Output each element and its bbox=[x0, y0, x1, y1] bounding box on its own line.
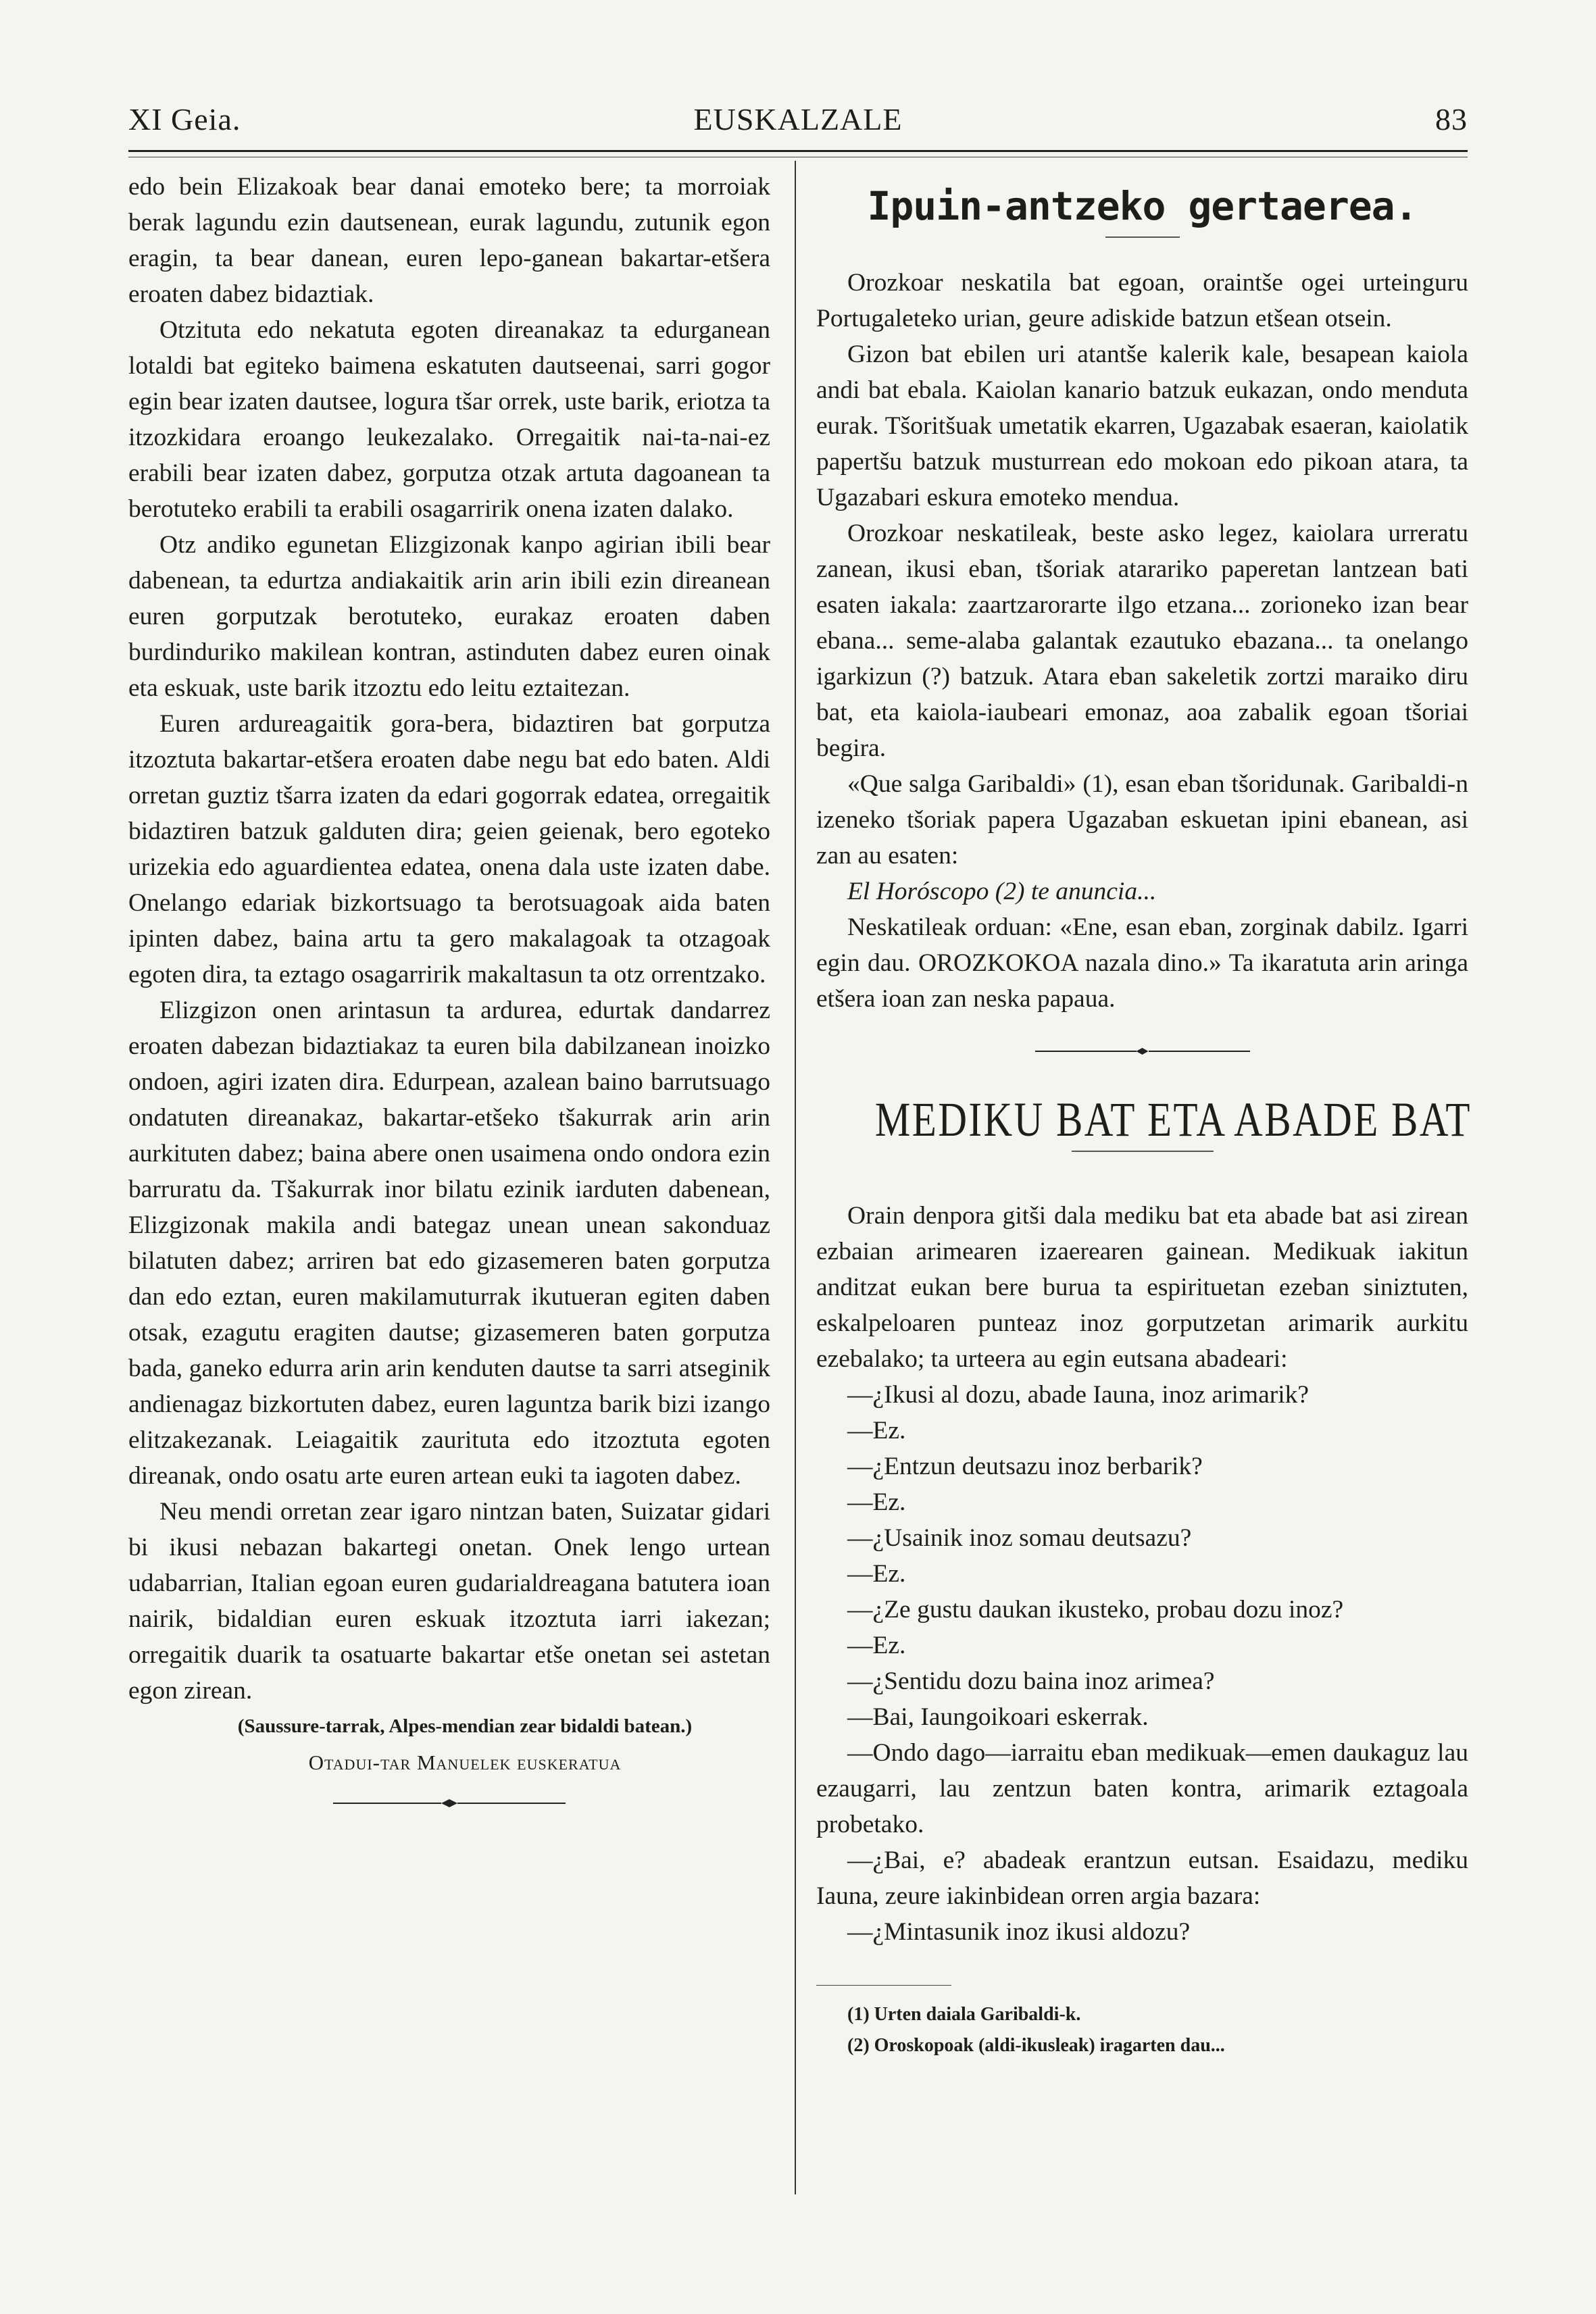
story-paragraph: Orozkoar neskatila bat egoan, oraintše ogei urteinguru Portugaleteko urian, geure adiskide batzun etšean otsein. bbox=[816, 269, 1468, 332]
article-paragraph: Euren ardureagaitik gora-bera, bidaztiren bat gorputza itzoztuta bakartar-etšera eroaten dabe negu bat edo baten. Aldi orretan guztiz tšarra izaten da edari gogorrak edatea, orregaitik bidaztiren batzuk galduten dira; geien geienak, bero egoteko urizekia edo aguardientea edatea, onena dala uste izaten dabe. Onelango edariak bizkortsuago ta berotsuagoak aida baten ipinten dabez, baina artu ta gero makalagoak ta otzagoak egoten dira, ta eztago osagarririk makaltasun ta otz orrentzako. bbox=[128, 710, 770, 988]
dialogue-line: —¿Ikusi al dozu, abade Iauna, inoz arimarik? bbox=[847, 1381, 1310, 1409]
source-caption: (Saussure-tarrak, Alpes-mendian zear bidaldi batean.) bbox=[237, 1715, 693, 1737]
dialogue-line: —¿Entzun deutsazu inoz berbarik? bbox=[847, 1453, 1203, 1480]
story-quote: El Horóscopo (2) te anuncia... bbox=[847, 878, 1157, 905]
footnote: (1) Urten daiala Garibaldi-k. bbox=[847, 2004, 1081, 2025]
issue-label: XI Geia. bbox=[128, 102, 241, 136]
dialogue-line: —Bai, Iaungoikoari eskerrak. bbox=[847, 1703, 1149, 1731]
dialogue-line: —¿Ze gustu daukan ikusteko, probau dozu inoz? bbox=[847, 1596, 1344, 1624]
story-paragraph: Neskatileak orduan: «Ene, esan eban, zorginak dabilz. Igarri egin dau. OROZKOKOA nazala dino.» Ta ikaratuta arin aringa etšera ioan zan neska papaua. bbox=[816, 913, 1468, 1013]
end-ornament bbox=[128, 1799, 770, 1807]
dialogue-line: —Ez. bbox=[847, 1488, 906, 1516]
left-column bbox=[128, 169, 770, 1807]
dialogue-line: —Ez. bbox=[847, 1632, 906, 1659]
section-title: MEDIKU BAT ETA ABADE BAT bbox=[874, 1092, 1472, 1147]
dialogue-line: —¿Usainik inoz somau deutsazu? bbox=[847, 1524, 1192, 1552]
article-paragraph: Otz andiko egunetan Elizgizonak kanpo agirian ibili bear dabenean, ta edurtza andiakaitik arin arin ibili ezin direanean euren gorputzak berotuteko, eurakaz eroaten daben burdinduriko makilean kontran, astinduten dabez euren oinak eta eskuak, uste barik itzoztu edo leitu eztaitezan. bbox=[128, 531, 770, 702]
translator-signature: Otadui-tar Manuelek euskeratua bbox=[308, 1751, 622, 1774]
story-paragraph: «Que salga Garibaldi» (1), esan eban tšoridunak. Garibaldi-n izeneko tšoriak papera Ugazaban eskuetan ipini ebanean, asi zan au esaten: bbox=[816, 770, 1468, 870]
page-number: 83 bbox=[1435, 102, 1468, 136]
article-paragraph: Elizgizon onen arintasun ta ardurea, edurtak dandarrez eroaten dabezan bidaztiakaz ta euren bila dabilzanean inoizko ondoen, agiri izaten dira. Edurpean, azalean baino barrutsuago ondatuten direanakaz, bakartar-etšeko tšakurrak arin arin aurkituten dabez; baina abere onen usaimena ondo ondora ezin barruratu da. Tšakurrak inor bilatu ezinik iarduten dabenean, Elizgizonak makila andi bategaz unean unean sakonduaz bilatuten dabez; arriren bat edo gizasemeren baten gorputza dan edo eztan, euren makilamuturrak ikutueran egiten daben otsak, ezagutu eragiten dautse; gizasemeren baten gorputza bada, ganeko edurra arin arin kenduten dautse ta sarri atseginik andienagaz bizkortuten dabez, euren laguntza barik bizi izango elitzakezanak. Leiagaitik zaurituta edo itzoztuta egoten direanak, ondo osatu arte euren artean euki ta iagoten dabez. bbox=[128, 997, 770, 1490]
right-column bbox=[816, 169, 1472, 2061]
story-headline: Ipuin-antzeko gertaerea. bbox=[867, 183, 1418, 229]
dialogue-line: —Ez. bbox=[847, 1560, 906, 1588]
section-intro: Orain denpora gitši dala mediku bat eta abade bat asi zirean ezbaian arimearen izaerearen gainean. Medikuak iakitun anditzat eukan bere burua ta espirituetan ezeban siniztuten, eskalpeloaren punteaz inoz gorputzetan arimarik aurkitu ezebalako; ta urteera au egin eutsana abadeari: bbox=[816, 1202, 1468, 1373]
dialogue-line: —Ez. bbox=[847, 1417, 906, 1444]
column-divider bbox=[795, 161, 796, 2194]
dialogue bbox=[816, 1377, 1468, 1950]
article-paragraph: edo bein Elizakoak bear danai emoteko bere; ta morroiak berak lagundu ezin dautsenean, eurak lagundu, zutunik egon eragin, ta bear danean, euren lepo-ganean bakartar-etšera eroaten dabez bidaztiak. bbox=[128, 173, 770, 308]
dialogue-line: —¿Mintasunik inoz ikusi aldozu? bbox=[847, 1918, 1191, 1946]
headline-rule bbox=[1105, 236, 1180, 238]
article-paragraph: Neu mendi orretan zear igaro nintzan baten, Suizatar gidari bi ikusi nebazan bakartegi onetan. Onek lengo urtean udabarrian, Italian egoan euren gudarialdreagana batutera ioan nairik, bidaldian euren eskuak itzoztuta iarri iakezan; orregaitik duarik ta osatuarte bakartar etše onetan sei astetan egon zirean. bbox=[128, 1498, 770, 1705]
dialogue-line: —Ondo dago—iarraitu eban medikuak—emen daukaguz lau ezaugarri, lau zentzun baten kontra, arimarik eztagoala probetako. bbox=[816, 1739, 1468, 1838]
story-paragraph: Orozkoar neskatileak, beste asko legez, kaiolara urreratu zanean, ikusi eban, tšoriak atarariko paperetan lantzean bati esaten iakala: zaartzarorarte ilgo etzana... zorioneko izan bear ebana... seme-alaba galantak ezautuko ebazana... ta onelango igarkizun (?) batzuk. Atara eban sakeletik zortzi maraiko diru bat, eta kaiola-iaubeari emonaz, aoa zabalik egoan tšoriai begira. bbox=[816, 520, 1468, 762]
dialogue-line: —¿Sentidu dozu baina inoz arimea? bbox=[847, 1667, 1215, 1695]
footnote-rule bbox=[816, 1985, 951, 1986]
story-paragraph: Gizon bat ebilen uri atantše kalerik kale, besapean kaiola andi bat ebala. Kaiolan kanario batzuk eukazan, ondo menduta eurak. Tšoritšuak umetatik ekarren, Ugazabak esaeran, kaiolatik papertšu batzuk musturrean edo mokoan edo pikoan atara, ta Ugazabari eskura emoteko mendua. bbox=[816, 341, 1468, 511]
section-title-rule bbox=[1072, 1151, 1214, 1152]
section-ornament bbox=[816, 1048, 1468, 1055]
footnote: (2) Oroskopoak (aldi-ikusleak) iragarten dau... bbox=[847, 2035, 1225, 2056]
dialogue-line: —¿Bai, e? abadeak erantzun eutsan. Esaidazu, mediku Iauna, zeure iakinbidean orren argia bazara: bbox=[816, 1846, 1468, 1910]
header-rule bbox=[128, 150, 1468, 152]
running-head bbox=[128, 101, 1468, 142]
article-paragraph: Otzituta edo nekatuta egoten direanakaz ta edurganean lotaldi bat egiteko baimena eskatuten dautseenai, sarri gogor egin bear izaten dautsee, logura tšar orrek, uste barik, eriotza ta itzozkidara eroango leukezalako. Orregaitik nai-ta-nai-ez erabili bear izaten dabez, gorputza otzak artuta dagoanean ta berotuteko erabili ta erabili osagarririk onena izaten dalako. bbox=[128, 316, 770, 523]
publication-title: EUSKALZALE bbox=[693, 102, 903, 136]
